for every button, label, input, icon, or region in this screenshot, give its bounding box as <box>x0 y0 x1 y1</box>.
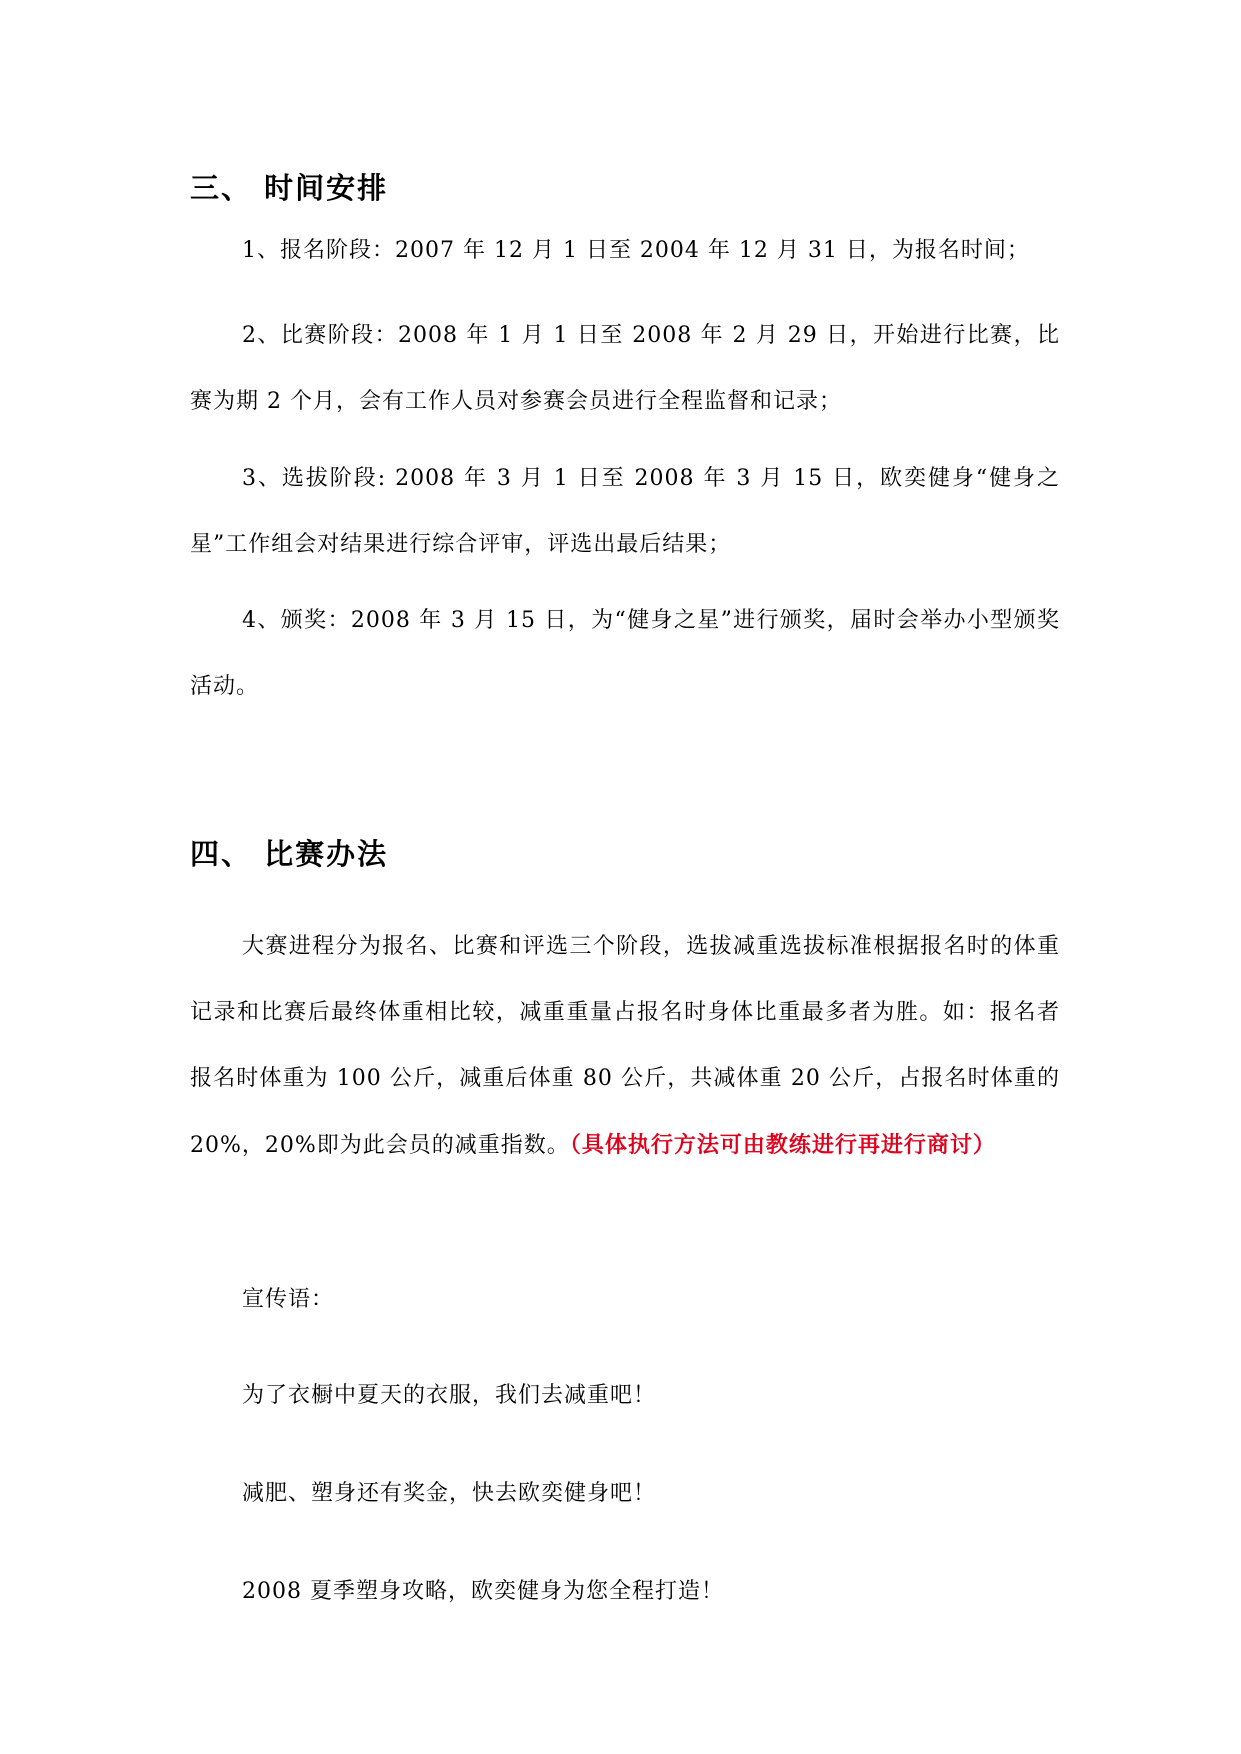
schedule-item-award: 4、颁奖：2008 年 3 月 15 日，为“健身之星”进行颁奖，届时会举办小型颁奖活动。 <box>190 608 1060 699</box>
slogan-line-2: 减肥、塑身还有奖金，快去欧奕健身吧！ <box>242 1481 657 1506</box>
rules-body-text: 大赛进程分为报名、比赛和评选三个阶段，选拔减重选拔标准根据报名时的体重记录和比赛后最终体重相比较，减重重量占报名时身体比重最多者为胜。如：报名者报名时体重为 100 公斤，减重后体重 80 公斤，共减体重 20 公斤，占报名时体重的 20%，20%即为此会员的减重指数。 <box>190 934 1060 1158</box>
slogan-line-1: 为了衣橱中夏天的衣服，我们去减重吧！ <box>242 1383 657 1408</box>
schedule-item-registration: 1、报名阶段：2007 年 12 月 1 日至 2004 年 12 月 31 日，为报名时间； <box>242 238 1030 263</box>
section-heading-schedule: 三、 时间安排 <box>190 171 389 205</box>
rules-note: （具体执行方法可由教练进行再进行商讨） <box>569 1132 996 1158</box>
slogan-label: 宣传语： <box>242 1287 335 1312</box>
slogan-line-3: 2008 夏季塑身攻略，欧奕健身为您全程打造！ <box>242 1579 724 1604</box>
schedule-item-competition: 2、比赛阶段：2008 年 1 月 1 日至 2008 年 2 月 29 日，开始进行比赛，比赛为期 2 个月，会有工作人员对参赛会员进行全程监督和记录； <box>190 323 1060 414</box>
schedule-item-selection: 3、选拔阶段: 2008 年 3 月 1 日至 2008 年 3 月 15 日，欧奕健身“健身之星”工作组会对结果进行综合评审，评选出最后结果； <box>190 466 1060 557</box>
section-heading-rules: 四、 比赛办法 <box>190 837 389 871</box>
rules-paragraph <box>190 914 1060 1179</box>
